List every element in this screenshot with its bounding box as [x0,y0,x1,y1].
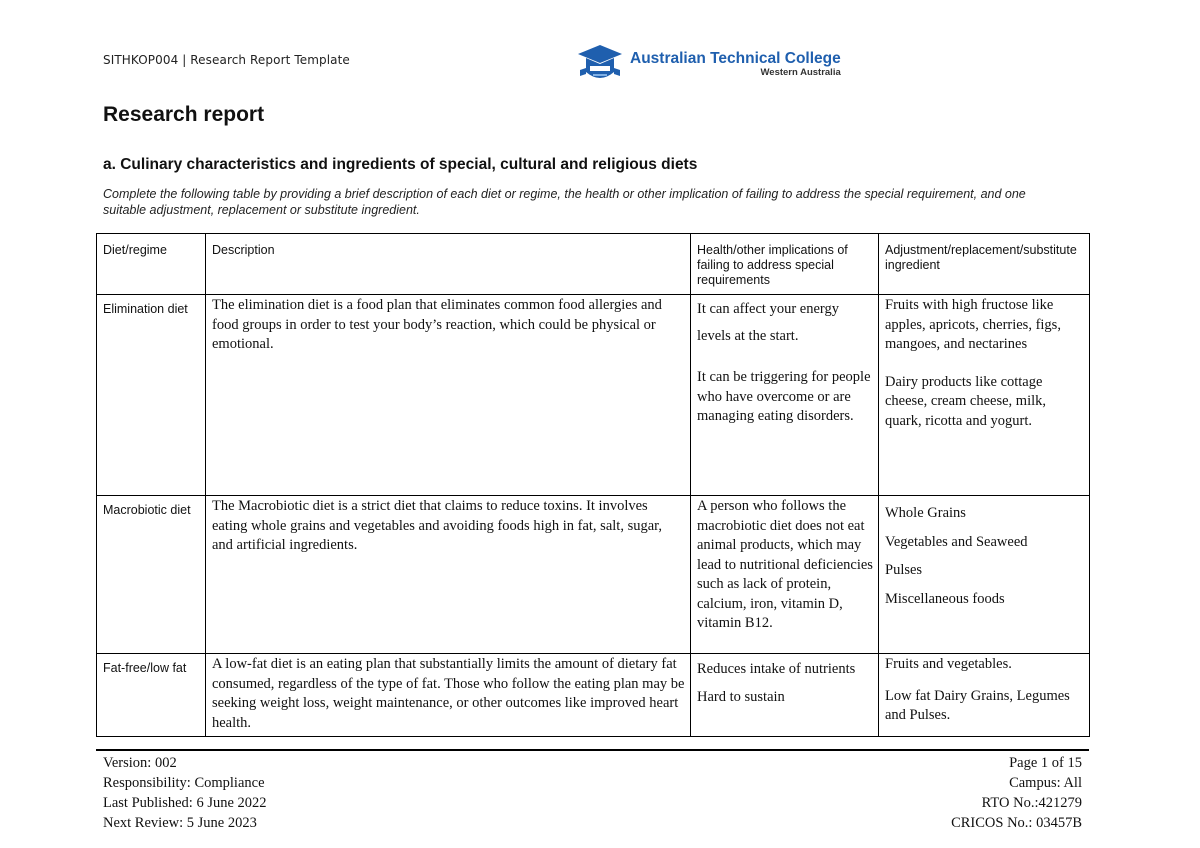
implication-item: Hard to sustain [697,688,785,705]
instructions-text: Complete the following table by providing a brief description of each diet or regime, the health or other implication of failing to address the special requirement, and one suitable adjustment, replacement or substitute ingredient. [103,187,1026,217]
implication-item: Reduces intake of nutrients [697,661,856,677]
adjustment-item: Whole Grains [885,505,966,521]
footer-right [951,753,1082,833]
adjustment-item: Fruits with high fructose like apples, apricots, cherries, figs, mangoes, and nectarines [885,297,1061,352]
adjustment-item: Dairy products like cottage cheese, cream cheese, milk, quark, ricotta and yogurt. [885,373,1047,429]
footer-cricos: CRICOS No.: 03457B [951,815,1082,831]
footer-last-published: Last Published: 6 June 2022 [103,795,267,811]
document-label: SITHKOP004 | Research Report Template [103,53,350,67]
footer-version: Version: 002 [103,755,177,771]
implication-item: It can affect your energy levels at the start. [697,301,839,344]
adjustment-item: Fruits and vegetables. [885,656,1012,672]
diet-adjustments [879,654,1090,737]
table-row [97,295,1090,496]
footer-campus: Campus: All [1009,775,1082,791]
header-description: Description [206,234,691,295]
logo-title: Australian Technical College [630,50,841,67]
section-heading: a. Culinary characteristics and ingredients of special, cultural and religious diets [103,156,698,173]
footer-responsibility: Responsibility: Compliance [103,775,265,791]
footer-next-review: Next Review: 5 June 2023 [103,815,257,831]
diet-name: Elimination diet [97,295,206,496]
diet-table [96,233,1090,737]
diet-description: The elimination diet is a food plan that eliminates common food allergies and food groups in order to test your body’s reaction, which could be physical or emotional. [206,295,691,496]
college-crest-icon [576,44,624,84]
diet-name: Fat-free/low fat [97,654,206,737]
diet-name: Macrobiotic diet [97,496,206,654]
diet-adjustments [879,295,1090,496]
footer-divider [96,749,1089,751]
college-logo [576,44,841,84]
table-header-row [97,234,1090,295]
footer-page: Page 1 of 15 [1009,755,1082,771]
page-title: Research report [103,103,265,126]
adjustment-item: Pulses [885,562,923,578]
diet-description: The Macrobiotic diet is a strict diet that claims to reduce toxins. It involves eating whole grains and vegetables and avoiding foods high in fat, salt, sugar, and artificial ingredients. [206,496,691,654]
header-implications: Health/other implications of failing to address special requirements [691,234,879,295]
implication-item: It can be triggering for people who have overcome or are managing eating disorders. [697,369,871,424]
diet-implications [691,654,879,737]
footer-rto: RTO No.:421279 [981,795,1082,811]
adjustment-item: Low fat Dairy Grains, Legumes and Pulses. [885,687,1070,723]
diet-description: A low-fat diet is an eating plan that substantially limits the amount of dietary fat consumed, regardless of the type of fat. Those who follow the eating plan may be seeking weight loss, weight maintenance, or other outcomes like improved heart health. [206,654,691,737]
table-row [97,496,1090,654]
header-diet: Diet/regime [97,234,206,295]
table-row [97,654,1090,737]
adjustment-item: Vegetables and Seaweed [885,533,1028,550]
header-adjustment: Adjustment/replacement/substitute ingredient [879,234,1090,295]
logo-subtitle: Western Australia [760,67,841,78]
diet-adjustments [879,496,1090,654]
diet-implications: A person who follows the macrobiotic diet does not eat animal products, which may lead to nutritional deficiencies such as lack of protein, calcium, iron, vitamin D, vitamin B12. [691,496,879,654]
adjustment-item: Miscellaneous foods [885,590,1005,607]
diet-implications [691,295,879,496]
footer-left [103,753,267,833]
